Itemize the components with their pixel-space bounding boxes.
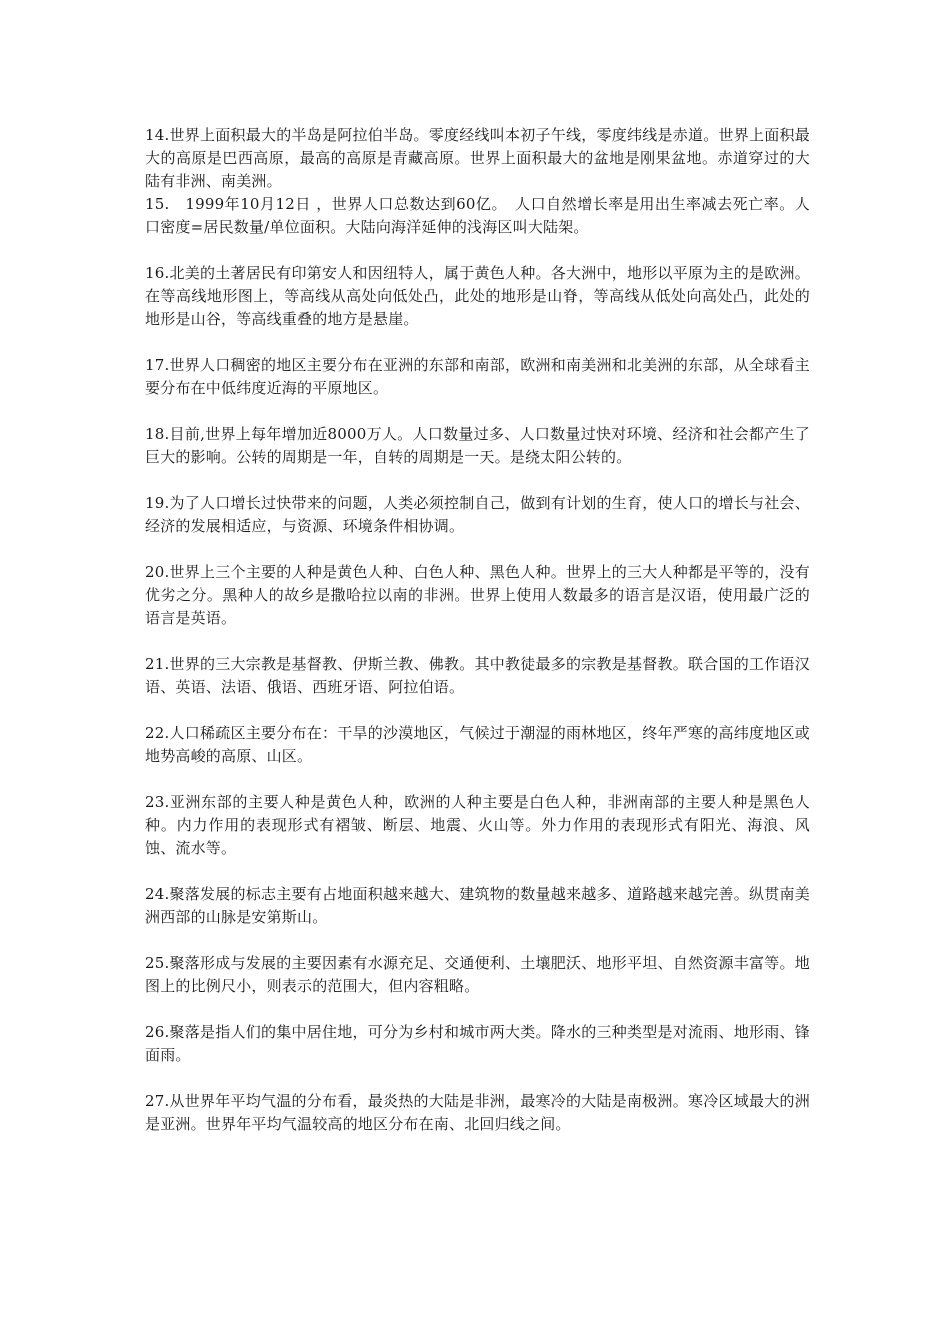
paragraph-15: 15. 1999年10月12日 ，世界人口总数达到60亿。 人口自然增长率是用出生率减去死亡率。人口密度=居民数量/单位面积。大陆向海洋延伸的浅海区叫大陆架。	[145, 195, 810, 236]
paragraph-18: 18.目前,世界上每年增加近8000万人。人口数量过多、人口数量过快对环境、经济和社会都产生了巨大的影响。公转的周期是一年，自转的周期是一天。是绕太阳公转的。	[145, 425, 810, 466]
paragraph-14: 14.世界上面积最大的半岛是阿拉伯半岛。零度经线叫本初子午线，零度纬线是赤道。世界上面积最大的高原是巴西高原，最高的高原是青藏高原。世界上面积最大的盆地是刚果盆地。赤道穿过的大陆有非洲、南美洲。	[145, 126, 810, 190]
paragraph-26: 26.聚落是指人们的集中居住地，可分为乡村和城市两大类。降水的三种类型是对流雨、地形雨、锋面雨。	[145, 1023, 810, 1064]
paragraph-25: 25.聚落形成与发展的主要因素有水源充足、交通便利、土壤肥沃、地形平坦、自然资源丰富等。地图上的比例尺小，则表示的范围大，但内容粗略。	[145, 954, 810, 995]
paragraph-17: 17.世界人口稠密的地区主要分布在亚洲的东部和南部，欧洲和南美洲和北美洲的东部，从全球看主要分布在中低纬度近海的平原地区。	[145, 356, 810, 397]
paragraph-27: 27.从世界年平均气温的分布看，最炎热的大陆是非洲，最寒冷的大陆是南极洲。寒冷区域最大的洲是亚洲。世界年平均气温较高的地区分布在南、北回归线之间。	[145, 1092, 810, 1133]
paragraph-22: 22.人口稀疏区主要分布在：干旱的沙漠地区，气候过于潮湿的雨林地区，终年严寒的高纬度地区或地势高峻的高原、山区。	[145, 724, 810, 765]
paragraph-19: 19.为了人口增长过快带来的问题，人类必须控制自己，做到有计划的生育，使人口的增长与社会、经济的发展相适应，与资源、环境条件相协调。	[145, 494, 810, 535]
document-body	[145, 124, 810, 1136]
paragraph-16: 16.北美的土著居民有印第安人和因纽特人，属于黄色人种。各大洲中，地形以平原为主的是欧洲。在等高线地形图上，等高线从高处向低处凸，此处的地形是山脊，等高线从低处向高处凸，此处的地形是山谷，等高线重叠的地方是悬崖。	[145, 264, 810, 328]
paragraph-21: 21.世界的三大宗教是基督教、伊斯兰教、佛教。其中教徒最多的宗教是基督教。联合国的工作语汉语、英语、法语、俄语、西班牙语、阿拉伯语。	[145, 655, 810, 696]
paragraph-23: 23.亚洲东部的主要人种是黄色人种，欧洲的人种主要是白色人种，非洲南部的主要人种是黑色人种。内力作用的表现形式有褶皱、断层、地震、火山等。外力作用的表现形式有阳光、海浪、风蚀、流水等。	[145, 793, 810, 857]
paragraph-20: 20.世界上三个主要的人种是黄色人种、白色人种、黑色人种。世界上的三大人种都是平等的，没有优劣之分。黑种人的故乡是撒哈拉以南的非洲。世界上使用人数最多的语言是汉语，使用最广泛的语言是英语。	[145, 563, 810, 627]
paragraph-24: 24.聚落发展的标志主要有占地面积越来越大、建筑物的数量越来越多、道路越来越完善。纵贯南美洲西部的山脉是安第斯山。	[145, 885, 810, 926]
